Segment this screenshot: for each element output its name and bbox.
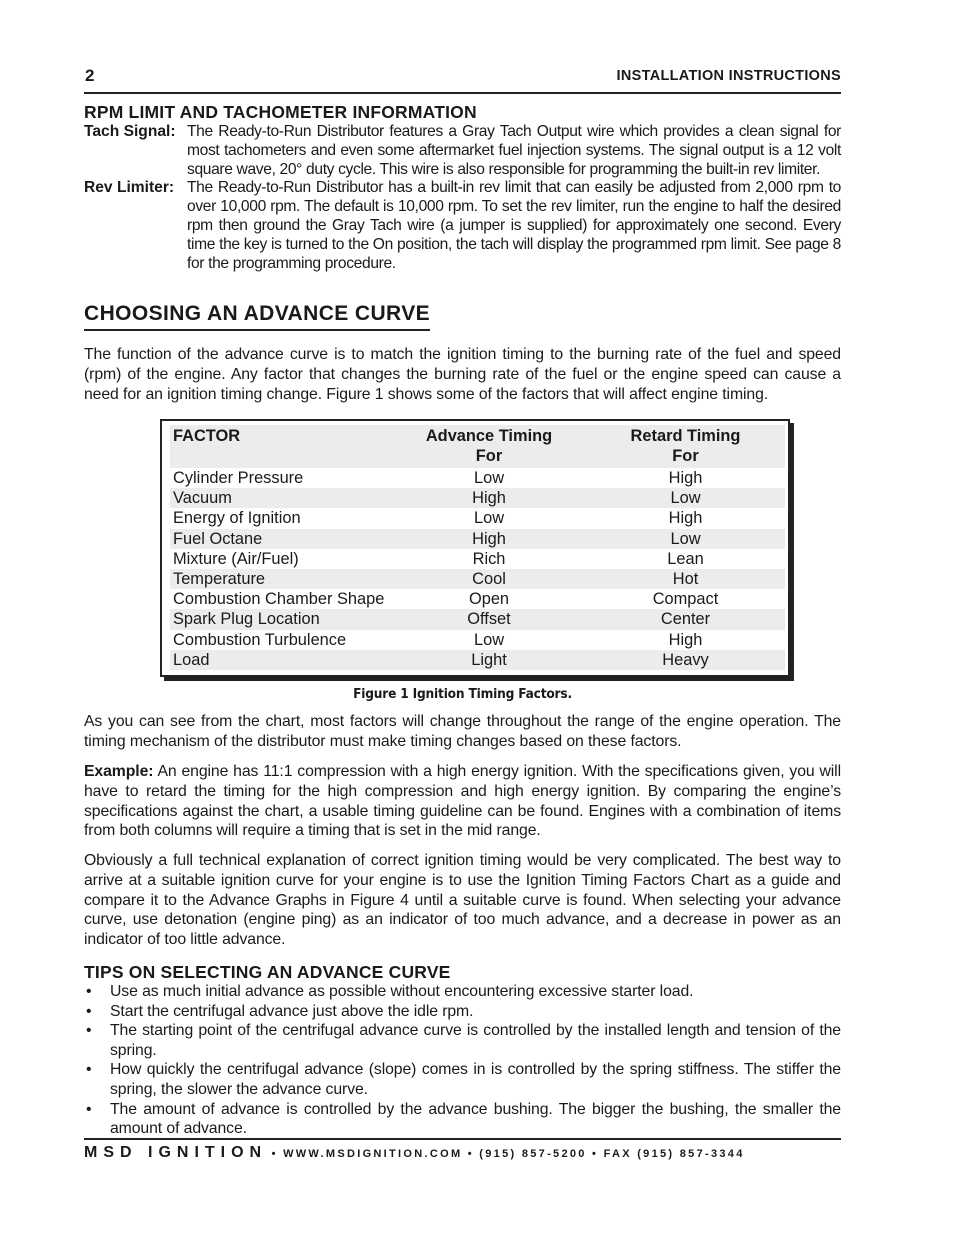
cell-retard: Lean — [667, 549, 704, 568]
cell-factor: Fuel Octane — [170, 529, 392, 549]
cell-factor: Vacuum — [170, 488, 392, 508]
rpm-section-heading: RPM LIMIT AND TACHOMETER INFORMATION — [84, 102, 477, 122]
table-row — [170, 508, 785, 528]
table-row — [170, 468, 785, 488]
cell-advance: Low — [473, 469, 505, 487]
tip-text: Use as much initial advance as possible without encountering excessive starter load. — [110, 983, 694, 1000]
header-retard-line1: Retard Timing — [630, 427, 741, 445]
header-advance — [392, 425, 586, 468]
page-header — [84, 66, 841, 94]
table-row — [170, 650, 785, 670]
footer-brand: MSD IGNITION — [84, 1144, 268, 1161]
example-label: Example: — [84, 763, 154, 780]
cell-retard: Compact — [652, 590, 719, 609]
footer-contact-info: • WWW.MSDIGNITION.COM • (915) 857-5200 • FAX (915) 857-3344 — [271, 1148, 745, 1160]
timing-factors-table — [170, 425, 785, 670]
cell-retard: Low — [586, 529, 785, 549]
cell-factor: Combustion Chamber Shape — [173, 590, 385, 609]
tip-text: The amount of advance is controlled by the advance bushing. The bigger the bushing, the smaller the amount of advance. — [110, 1100, 841, 1138]
definition-text: The Ready-to-Run Distributor features a Gray Tach Output wire which provides a clean signal for most tachometers and even some aftermarket fuel injection systems. The signal output is a 12 volt square wave, 20° duty cycle. This wire is also responsible for programming the built-in rev limiter. — [187, 123, 841, 178]
table-row — [170, 609, 785, 629]
cell-retard: Hot — [586, 569, 785, 589]
cell-advance: Low — [473, 630, 505, 649]
list-item — [84, 1100, 841, 1139]
definition-term: Tach Signal: — [84, 123, 176, 140]
cell-factor: Mixture (Air/Fuel) — [173, 549, 299, 568]
tip-text: Start the centrifugal advance just above the idle rpm. — [110, 1002, 474, 1020]
example-paragraph — [84, 762, 841, 841]
cell-factor: Energy of Ignition — [173, 509, 301, 528]
cell-factor: Temperature — [170, 569, 392, 589]
cell-factor: Combustion Turbulence — [173, 630, 347, 649]
cell-retard: High — [668, 469, 703, 487]
table-row — [170, 529, 785, 549]
definition-term: Rev Limiter: — [84, 179, 175, 197]
cell-retard: High — [668, 509, 703, 528]
table-row — [170, 569, 785, 589]
cell-advance: Rich — [472, 549, 506, 568]
table-row — [170, 549, 785, 569]
chart-paragraph: As you can see from the chart, most factors will change throughout the range of the engine operation. The timing mechanism of the distributor must make timing changes based on these factors. — [84, 713, 841, 750]
header-advance-line2: For — [475, 446, 503, 465]
bullet-icon: • — [86, 1061, 92, 1079]
cell-advance: Open — [468, 590, 510, 609]
header-title: INSTALLATION INSTRUCTIONS — [616, 68, 841, 84]
bullet-icon: • — [86, 1002, 92, 1020]
cell-factor: Spark Plug Location — [170, 609, 392, 629]
definition-tach-signal — [84, 123, 841, 179]
table-row — [170, 589, 785, 609]
advance-intro-paragraph: The function of the advance curve is to match the ignition timing to the burning rate of the fuel and speed (rpm) of the engine. Any factor that changes the burning rate of the fuel or the engine speed can cause a need for an ignition timing change. Figure 1 shows some of the factors that will affect engine timing. — [84, 346, 841, 403]
rpm-definition-list — [84, 123, 841, 273]
page-number: 2 — [85, 66, 95, 85]
definition-text: The Ready-to-Run Distributor has a built-in rev limit that can easily be adjusted from 2,000 rpm to over 10,000 rpm. The default is 10,000 rpm. To set the rev limiter, run the engine to half the desired rpm then ground the Gray Tach wire (a jumper is supplied) for approximately one second. Every time the key is turned to the On position, the tach will display the programmed rpm limit. See page 8 for the programming procedure. — [187, 179, 841, 272]
page-footer — [84, 1138, 841, 1162]
example-text: An engine has 11:1 compression with a high energy ignition. With the specifications given, you will have to retard the timing for the high compression and high energy ignition. By comparing the engine’s specifications against the chart, a usable timing guideline can be found. Engines with a combination of items from both columns will require a timing that is set in the mid range. — [84, 763, 841, 840]
explanation-paragraph: Obviously a full technical explanation of correct ignition timing would be very complicated. The best way to arrive at a suitable ignition curve for your engine is to use the Ignition Timing Factors Chart as a guide and compare it to the Advance Graphs in Figure 4 until a suitable curve is found. When selecting your advance curve, use detonation (engine ping) as an indicator of too much advance, and a decrease in power as an indicator of too little advance. — [84, 852, 841, 949]
table-header-row — [170, 425, 785, 468]
table-row — [170, 630, 785, 650]
header-advance-line1: Advance Timing — [425, 427, 553, 445]
header-retard-line2: For — [672, 446, 699, 465]
tip-text: How quickly the centrifugal advance (slope) comes in is controlled by the spring stiffness. The stiffer the spring, the slower the advance curve. — [110, 1061, 841, 1098]
tip-text: The starting point of the centrifugal advance curve is controlled by the installed length and tension of the spring. — [110, 1022, 841, 1059]
header-factor: FACTOR — [170, 425, 392, 468]
cell-retard: Heavy — [586, 650, 785, 670]
advance-section-heading: CHOOSING AN ADVANCE CURVE — [84, 302, 430, 331]
table-row — [170, 488, 785, 508]
cell-advance: Offset — [392, 609, 586, 629]
list-item — [84, 1021, 841, 1060]
cell-factor: Cylinder Pressure — [173, 469, 304, 487]
bullet-icon: • — [86, 983, 92, 1000]
cell-advance: High — [392, 488, 586, 508]
list-item — [84, 982, 841, 1002]
cell-advance: Cool — [392, 569, 586, 589]
cell-factor: Load — [170, 650, 392, 670]
definition-rev-limiter — [84, 179, 841, 273]
cell-retard: Center — [586, 609, 785, 629]
cell-retard: Low — [586, 488, 785, 508]
cell-advance: High — [392, 529, 586, 549]
figure-caption: Figure 1 Ignition Timing Factors. — [353, 686, 572, 702]
bullet-icon: • — [86, 1022, 92, 1040]
list-item — [84, 1002, 841, 1022]
cell-retard: High — [668, 630, 703, 649]
tips-list — [84, 982, 841, 1139]
timing-factors-table-frame — [160, 419, 790, 677]
cell-advance: Low — [473, 509, 505, 528]
header-retard — [586, 425, 785, 468]
list-item — [84, 1060, 841, 1099]
cell-advance: Light — [392, 650, 586, 670]
bullet-icon: • — [86, 1100, 92, 1118]
tips-heading: TIPS ON SELECTING AN ADVANCE CURVE — [84, 962, 451, 982]
